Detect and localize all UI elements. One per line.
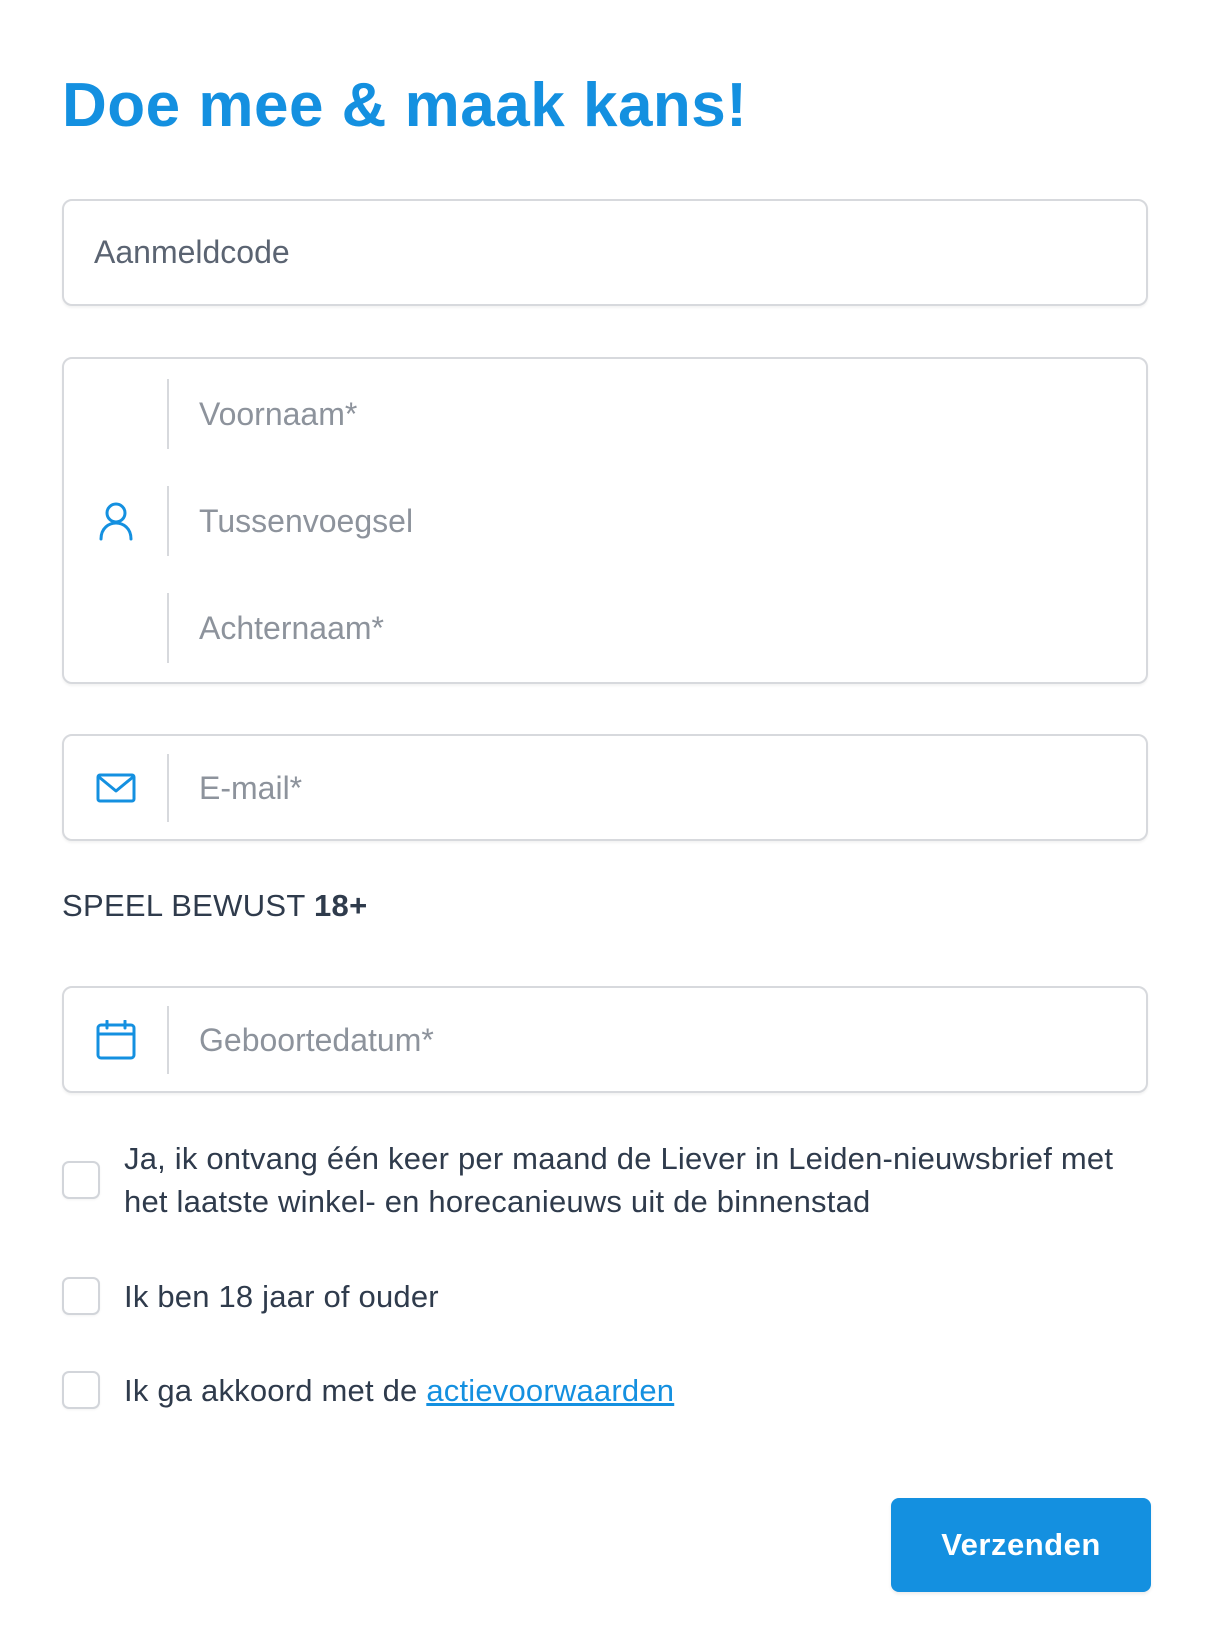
notice-text: SPEEL BEWUST [62, 888, 306, 923]
last-name-input[interactable] [199, 598, 1099, 658]
submit-button[interactable]: Verzenden [891, 1498, 1151, 1592]
age-confirm-option [62, 1275, 1152, 1318]
divider [167, 379, 169, 449]
newsletter-label: Ja, ik ontvang één keer per maand de Liever in Leiden-nieuwsbrief met het laatste winkel- en horecanieuws uit de binnenstad [124, 1141, 1114, 1219]
terms-checkbox[interactable] [62, 1371, 100, 1409]
terms-label [124, 1369, 674, 1412]
first-name-input[interactable] [199, 384, 1099, 444]
code-field [62, 199, 1148, 306]
calendar-icon [64, 988, 167, 1091]
responsible-play-notice [62, 888, 368, 924]
email-field [62, 734, 1148, 841]
age-confirm-label: Ik ben 18 jaar of ouder [124, 1279, 439, 1314]
divider [167, 754, 169, 822]
infix-input[interactable] [199, 491, 1099, 551]
page-title: Doe mee & maak kans! [62, 71, 748, 140]
divider [167, 486, 169, 556]
newsletter-option [62, 1137, 1152, 1223]
age-confirm-checkbox[interactable] [62, 1277, 100, 1315]
mail-icon [64, 736, 167, 839]
email-input[interactable] [199, 758, 1099, 818]
birthdate-input[interactable] [199, 1010, 1099, 1070]
terms-option [62, 1369, 1152, 1412]
name-field-group [62, 357, 1148, 684]
divider [167, 593, 169, 663]
terms-link[interactable]: actievoorwaarden [426, 1373, 675, 1408]
terms-label-text: Ik ga akkoord met de [124, 1373, 427, 1408]
birthdate-field [62, 986, 1148, 1093]
age-limit: 18+ [314, 888, 368, 923]
newsletter-checkbox[interactable] [62, 1161, 100, 1199]
last-name-row [64, 593, 1146, 663]
infix-row [64, 486, 1146, 556]
first-name-row [64, 379, 1146, 449]
code-input[interactable] [94, 201, 1114, 304]
divider [167, 1006, 169, 1074]
